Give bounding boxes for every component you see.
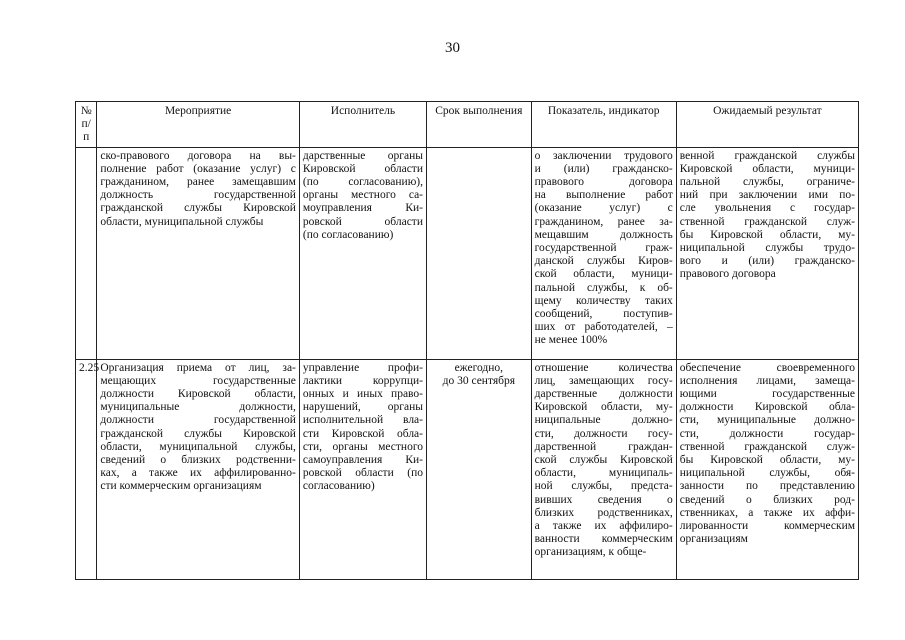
cell-line: ской области, муници-	[534, 268, 673, 281]
cell-line: управление профи-	[302, 361, 423, 374]
cell-line: правового договора	[679, 268, 776, 281]
cell-line: вого и (или) гражданско-	[679, 255, 855, 268]
cell-line: ственной гражданской служ-	[679, 440, 855, 453]
cell-line: области, муниципальной службы	[100, 215, 264, 228]
cell-line: ровской области	[302, 215, 423, 228]
cell-line: дарственные должности	[534, 388, 673, 401]
cell-indicator	[531, 147, 676, 359]
cell-line: сле увольнения с государ-	[679, 202, 855, 215]
cell-line: обеспечение своевременного	[679, 361, 855, 374]
cell-line: мещавшим должность	[534, 228, 673, 241]
cell-line: ющими государственные	[679, 388, 855, 401]
header-activity: Мероприятие	[97, 102, 300, 148]
cell-line: сти, муниципальные должно-	[679, 414, 855, 427]
header-num: № п/п	[76, 102, 97, 148]
cell-line: мещающих государственные	[100, 374, 296, 387]
cell-line: венной гражданской службы	[679, 149, 855, 162]
table-row	[76, 147, 859, 359]
cell-line: ниципальные должно-	[534, 414, 673, 427]
cell-line: занности по представлению	[679, 480, 855, 493]
cell-line: бы Кировской области, му-	[679, 228, 855, 241]
cell-line: государственной граж-	[534, 242, 673, 255]
cell-line: гражданской службы Кировской	[100, 202, 296, 215]
action-plan-table	[75, 101, 859, 580]
cell-line: не менее 100%	[534, 334, 608, 347]
cell-executor	[299, 359, 426, 579]
cell-line: лированности коммерческим	[679, 520, 855, 533]
cell-line: сообщений, поступив-	[534, 308, 673, 321]
cell-line: о заключении трудового	[534, 149, 673, 162]
cell-line: сти Кировской обла-	[302, 427, 423, 440]
table-row	[76, 359, 859, 579]
cell-indicator	[531, 359, 676, 579]
cell-line: согласованию)	[302, 480, 375, 493]
page-number: 30	[445, 40, 460, 56]
cell-line: ванности коммерческим	[534, 533, 673, 546]
cell-activity	[97, 359, 300, 579]
cell-line: должности Кировской области,	[100, 388, 296, 401]
row-number: 2.25	[79, 361, 100, 374]
cell-line: сти коммерческим организациям	[100, 480, 262, 493]
cell-executor	[299, 147, 426, 359]
cell-line: и (или) гражданско-	[534, 162, 673, 175]
cell-line: близких родственниках,	[534, 506, 673, 519]
cell-line: самоуправления Ки-	[302, 454, 423, 467]
cell-line: ровской области (по	[302, 467, 423, 480]
header-indicator: Показатель, индикатор	[531, 102, 676, 148]
cell-line: органы местного са-	[302, 189, 423, 202]
cell-line: дарственные органы	[302, 149, 423, 162]
cell-line: щему количеству таких	[534, 294, 673, 307]
cell-line: ний при заключении ими по-	[679, 189, 855, 202]
cell-line: (по согласованию)	[302, 228, 394, 241]
cell-line: пальной службы, к об-	[534, 281, 673, 294]
cell-line: гражданином, ранее за-	[534, 215, 673, 228]
cell-line: правового договора	[534, 176, 673, 189]
cell-line: Кировской области, му-	[534, 401, 673, 414]
cell-line: ско-правового договора на вы-	[100, 149, 296, 162]
cell-line: ших от работодателей, –	[534, 321, 673, 334]
cell-line: дарственной граждан-	[534, 440, 673, 453]
cell-line: ской службы Кировской	[534, 454, 673, 467]
cell-line: сведений о близких род-	[679, 493, 855, 506]
cell-line: должность государственной	[100, 189, 296, 202]
cell-line: исполнительной вла-	[302, 414, 423, 427]
cell-num	[76, 147, 97, 359]
cell-num	[76, 359, 100, 579]
cell-line: а также их аффилиро-	[534, 520, 673, 533]
cell-line: (оказание услуг) с	[534, 202, 673, 215]
cell-deadline	[427, 147, 532, 359]
cell-line: муниципальные должности,	[100, 401, 296, 414]
cell-line: сти, должности госу-	[534, 427, 673, 440]
cell-line: лиц, замещающих госу-	[534, 374, 673, 387]
cell-line: организациям	[679, 533, 748, 546]
cell-line: моуправления Ки-	[302, 202, 423, 215]
header-executor: Исполнитель	[299, 102, 426, 148]
header-deadline: Срок выполнения	[427, 102, 532, 148]
cell-line: области, муниципальной службы,	[100, 440, 296, 453]
cell-deadline	[427, 359, 532, 579]
cell-line: полнение работ (оказание услуг) с	[100, 162, 296, 175]
cell-line: бы Кировской области, му-	[679, 454, 855, 467]
cell-line: ежегодно,	[454, 361, 504, 374]
cell-result	[676, 359, 858, 579]
cell-line: ниципальной службы, обя-	[679, 467, 855, 480]
cell-line: гражданином, ранее замещавшим	[100, 176, 296, 189]
cell-line: ниципальной службы трудо-	[679, 242, 855, 255]
table-header-row	[76, 102, 859, 148]
cell-line: отношение количества	[534, 361, 673, 374]
cell-line: Кировской области, муници-	[679, 162, 855, 175]
cell-line: данской службы Киров-	[534, 255, 673, 268]
cell-line: сти, органы местного	[302, 440, 423, 453]
cell-line: гражданской службы Кировской	[100, 427, 296, 440]
cell-line: ственниках, а также их аффи-	[679, 506, 855, 519]
cell-line: области, муниципаль-	[534, 467, 673, 480]
cell-line: (по согласованию),	[302, 176, 423, 189]
cell-line: вивших сведения о	[534, 493, 673, 506]
cell-line: должности Кировской обла-	[679, 401, 855, 414]
cell-line: до 30 сентября	[442, 374, 516, 387]
cell-line: нарушений, органы	[302, 401, 423, 414]
cell-line: ной службы, предста-	[534, 480, 673, 493]
header-result: Ожидаемый результат	[676, 102, 858, 148]
cell-result	[676, 147, 858, 359]
cell-line: сведений о близких родственни-	[100, 454, 296, 467]
cell-line: сти, должности государ-	[679, 427, 855, 440]
cell-line: должности государственной	[100, 414, 296, 427]
cell-line: Кировской области	[302, 162, 423, 175]
cell-line: онных и иных право-	[302, 388, 423, 401]
cell-line: пальной службы, ограниче-	[679, 176, 855, 189]
cell-line: организациям, к обще-	[534, 546, 647, 559]
cell-line: на выполнение работ	[534, 189, 673, 202]
cell-line: ственной гражданской служ-	[679, 215, 855, 228]
cell-line: Организация приема от лиц, за-	[100, 361, 296, 374]
cell-line: ках, а также их аффилированно-	[100, 467, 296, 480]
cell-line: исполнения лицами, замеща-	[679, 374, 855, 387]
cell-activity	[97, 147, 300, 359]
cell-line: лактики коррупци-	[302, 374, 423, 387]
